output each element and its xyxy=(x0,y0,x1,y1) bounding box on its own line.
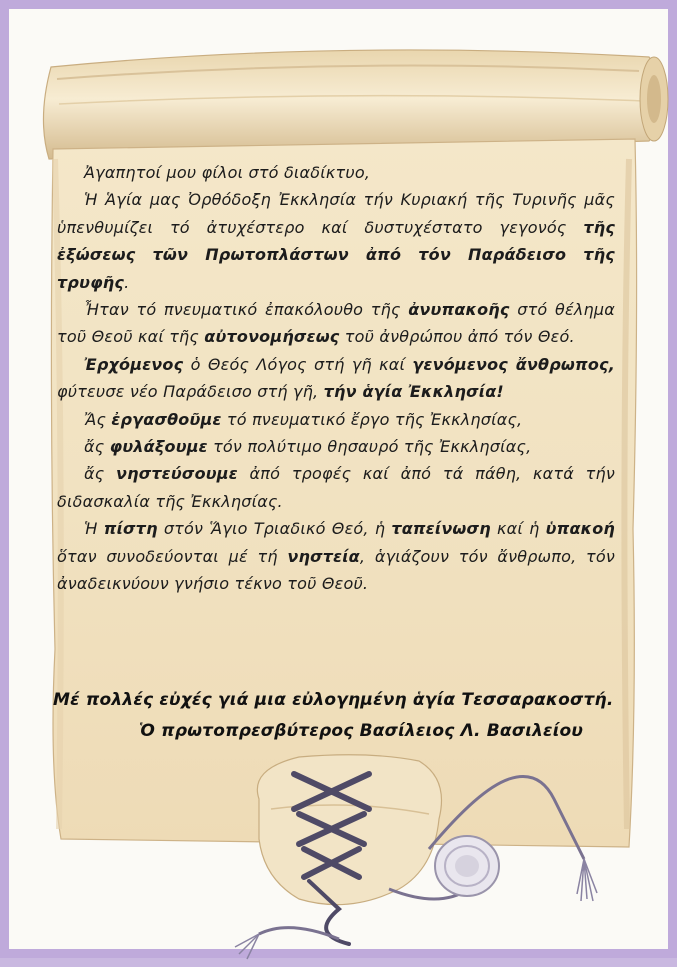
emphasized-phrase: ἀνυπακοῆς xyxy=(408,300,510,320)
emphasized-phrase: ἐργασθοῦμε xyxy=(111,409,222,429)
text-segment: φύτευσε νέο Παράδεισο στή γῆ, xyxy=(57,382,324,402)
emphasized-phrase: ὑπακοή xyxy=(545,519,615,539)
text-segment: καί ἡ xyxy=(490,519,546,539)
emphasized-phrase: νηστεύσουμε xyxy=(116,464,238,484)
closing-wishes: Μέ πολλές εὐχές γιά μια εὐλογημένη ἁγία Τεσσαρακοστή. xyxy=(53,690,614,710)
paragraph-4 xyxy=(57,406,615,433)
emphasized-phrase: Ἐρχόμενος xyxy=(84,354,184,374)
text-segment: ὁ Θεός Λόγος στή γῆ καί xyxy=(183,354,413,374)
paragraph-7 xyxy=(57,515,615,597)
text-segment: Ἄς xyxy=(84,409,112,429)
wax-seal xyxy=(435,836,499,896)
text-segment: στόν Ἅγιο Τριαδικό Θεό, ἡ xyxy=(157,519,392,539)
paragraph-3 xyxy=(57,351,615,406)
text-segment: τοῦ ἀνθρώπου ἀπό τόν Θεό. xyxy=(339,327,575,347)
text-segment: ἄς xyxy=(84,464,117,484)
text-segment: τό πνευματικό ἔργο τῆς Ἐκκλησίας, xyxy=(221,409,523,429)
paragraph-5 xyxy=(57,433,615,460)
paragraph-2 xyxy=(57,296,615,351)
text-segment: ὅταν συνοδεύονται μέ τή xyxy=(57,546,288,566)
text-segment: Ἦταν τό πνευματικό ἐπακόλουθο τῆς xyxy=(84,300,409,320)
text-segment: , ἁγιάζουν τόν ἄνθρωπο, τόν ἀναδεικνύουν γνήσιο τέκνο τοῦ Θεοῦ. xyxy=(57,546,615,594)
emphasized-phrase: γενόμενος ἄνθρωπος, xyxy=(412,354,615,374)
emphasized-phrase: αὐτονομήσεως xyxy=(204,327,340,347)
signature: Ὁ πρωτοπρεσβύτερος Βασίλειος Λ. Βασιλείου xyxy=(139,721,584,741)
letter-body xyxy=(57,159,615,598)
emphasized-phrase: ταπείνωση xyxy=(391,519,491,539)
text-segment: Ἡ Ἁγία μας Ὀρθόδοξη Ἐκκλησία τήν Κυριακή τῆς Τυρινῆς μᾶς ὑπενθυμίζει τό ἀτυχέστερο καί δυστυχέστατο γεγονός xyxy=(57,190,615,237)
text-segment: Ἡ xyxy=(84,519,104,539)
letter-greeting: Ἀγαπητοί μου φίλοι στό διαδίκτυο, xyxy=(84,163,371,182)
paragraph-6 xyxy=(57,460,615,515)
emphasized-phrase: φυλάξουμε xyxy=(109,437,208,457)
emphasized-phrase: τῆς ἐξώσεως τῶν Πρωτοπλάστων ἀπό τόν Παράδεισο τῆς τρυφῆς xyxy=(57,217,615,292)
text-segment: ἄς xyxy=(84,437,110,457)
text-segment: στό θέλημα τοῦ Θεοῦ καί τῆς xyxy=(57,300,615,347)
text-segment: τόν πολύτιμο θησαυρό τῆς Ἐκκλησίας, xyxy=(207,437,532,457)
emphasized-phrase: νηστεία xyxy=(287,546,360,566)
paragraph-1 xyxy=(57,186,615,296)
emphasized-phrase: πίστη xyxy=(103,519,158,539)
scroll-bottom-roll xyxy=(257,755,441,905)
text-segment: . xyxy=(124,272,130,292)
text-segment: ἀπό τροφές καί ἀπό τά πάθη, κατά τήν διδασκαλία τῆς Ἐκκλησίας. xyxy=(57,464,615,511)
emphasized-phrase: τήν ἁγία Ἐκκλησία! xyxy=(323,382,504,402)
